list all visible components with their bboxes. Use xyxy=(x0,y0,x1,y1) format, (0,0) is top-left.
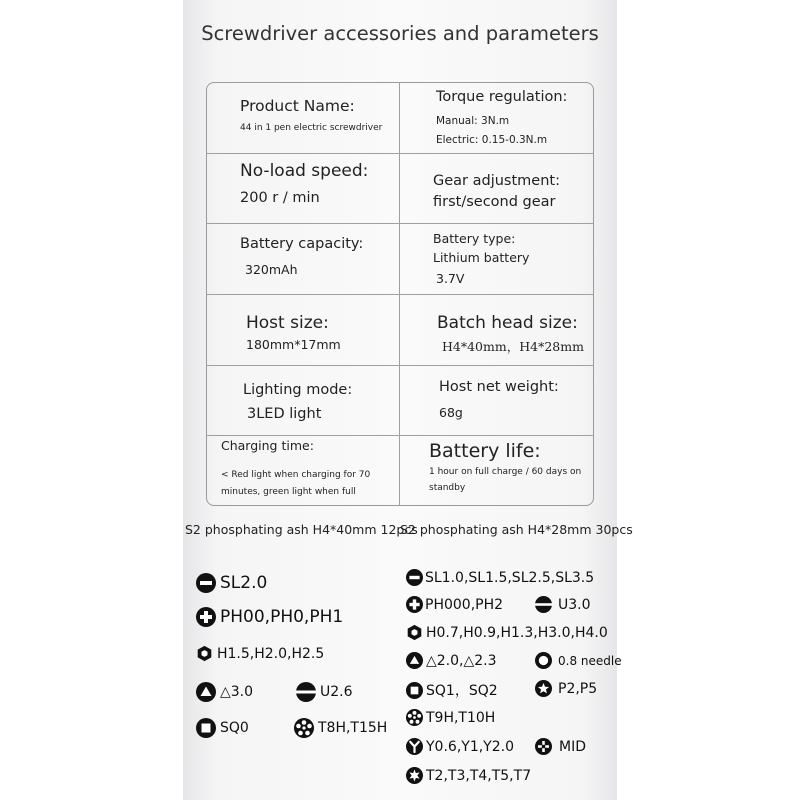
bit-t8h-t15h xyxy=(294,718,387,738)
bit-h15-h25 xyxy=(196,645,324,662)
bit-sl1-sl35 xyxy=(406,569,594,586)
bit-tri30 xyxy=(196,682,253,702)
torx-hole-icon xyxy=(406,709,423,726)
torque-electric: Electric: 0.15-0.3N.m xyxy=(436,134,548,146)
gear-value: first/second gear xyxy=(433,194,556,210)
battery-capacity-value: 320mAh xyxy=(245,262,298,277)
charging-line1: < Red light when charging for 70 xyxy=(221,470,371,480)
square-icon xyxy=(406,682,423,699)
bit-label: H0.7,H0.9,H1.3,H3.0,H4.0 xyxy=(426,624,608,641)
host-size-label: Host size: xyxy=(246,313,329,333)
row-divider xyxy=(207,365,593,366)
bit-label: U2.6 xyxy=(320,684,353,700)
bit-label: SQ1，SQ2 xyxy=(426,683,498,699)
bit-label: T9H,T10H xyxy=(426,709,496,726)
bit-label: PH000,PH2 xyxy=(425,596,504,613)
bit-label: P2,P5 xyxy=(558,680,598,697)
battery-life-line1: 1 hour on full charge / 60 days on xyxy=(429,467,582,477)
bit-label: T8H,T15H xyxy=(318,720,388,736)
bit-needle xyxy=(535,652,622,669)
hex-icon xyxy=(406,624,423,641)
bit-label: H1.5,H2.0,H2.5 xyxy=(217,645,325,662)
weight-value: 68g xyxy=(439,405,463,420)
phillips-icon xyxy=(196,607,216,627)
bit-tri20-tri23 xyxy=(406,652,497,669)
batch-head-label: Batch head size: xyxy=(437,313,578,333)
torque-manual: Manual: 3N.m xyxy=(436,115,510,127)
spec-table xyxy=(206,82,594,506)
battery-voltage: 3.7V xyxy=(436,271,465,286)
bit-label: △2.0,△2.3 xyxy=(426,652,497,669)
bit-label: MID xyxy=(559,738,586,755)
bit-label: SL1.0,SL1.5,SL2.5,SL3.5 xyxy=(425,569,595,586)
charging-label: Charging time: xyxy=(221,438,314,453)
speed-label: No-load speed: xyxy=(240,161,369,181)
u-shape-icon xyxy=(296,682,316,702)
lighting-value: 3LED light xyxy=(247,406,322,422)
mid-icon xyxy=(535,738,552,755)
weight-label: Host net weight: xyxy=(439,379,559,395)
gear-label: Gear adjustment: xyxy=(433,173,560,189)
bit-label: PH00,PH0,PH1 xyxy=(220,607,344,627)
battery-type-label: Battery type: xyxy=(433,231,516,246)
bit-h07-h40 xyxy=(406,624,608,641)
bit-sl2 xyxy=(196,573,267,593)
bit-label: U3.0 xyxy=(558,596,591,613)
torque-label: Torque regulation: xyxy=(436,89,568,105)
bit-u30 xyxy=(535,596,591,613)
page-title: Screwdriver accessories and parameters xyxy=(201,22,599,45)
battery-life-line2: standby xyxy=(429,483,466,493)
bit-mid xyxy=(535,738,586,755)
bit-sq0 xyxy=(196,718,249,738)
bit-label: Y0.6,Y1,Y2.0 xyxy=(426,738,514,755)
slotted-icon xyxy=(196,573,216,593)
phillips-icon xyxy=(406,596,423,613)
product-name-value: 44 in 1 pen electric screwdriver xyxy=(240,123,383,133)
batch-head-value: H4*40mm，H4*28mm xyxy=(442,339,584,354)
bit-t9h-t10h xyxy=(406,709,495,726)
torx-hole-icon xyxy=(294,718,314,738)
charging-line2: minutes, green light when full xyxy=(221,487,356,497)
row-divider xyxy=(207,435,593,436)
lighting-label: Lighting mode: xyxy=(243,382,353,398)
bit-label: SQ0 xyxy=(220,720,249,736)
caption-left: S2 phosphating ash H4*40mm 12pcs xyxy=(185,522,418,537)
bit-ph000-ph2 xyxy=(406,596,503,613)
tri-wing-icon xyxy=(406,738,423,755)
bit-u26 xyxy=(296,682,353,702)
product-name-label: Product Name: xyxy=(240,97,355,115)
row-divider xyxy=(207,153,593,154)
battery-type-value: Lithium battery xyxy=(433,250,530,265)
bit-y06-y20 xyxy=(406,738,514,755)
torx-icon xyxy=(406,767,423,784)
bit-label: 0.8 needle xyxy=(558,653,622,668)
pentalobe-icon xyxy=(535,680,552,697)
bit-label: T2,T3,T4,T5,T7 xyxy=(426,767,532,784)
slotted-icon xyxy=(406,569,423,586)
bit-p2-p5 xyxy=(535,680,597,697)
host-size-value: 180mm*17mm xyxy=(246,337,341,352)
bit-ph00-ph1 xyxy=(196,607,343,627)
bit-t2-t7 xyxy=(406,767,531,784)
battery-capacity-label: Battery capacity: xyxy=(240,236,364,252)
needle-icon xyxy=(535,652,552,669)
square-icon xyxy=(196,718,216,738)
caption-right: S2 phosphating ash H4*28mm 30pcs xyxy=(400,522,633,537)
row-divider xyxy=(207,294,593,295)
bit-label: △3.0 xyxy=(220,684,254,700)
row-divider xyxy=(207,223,593,224)
triangle-icon xyxy=(196,682,216,702)
u-shape-icon xyxy=(535,596,552,613)
hex-icon xyxy=(196,645,213,662)
bit-sq1-sq2 xyxy=(406,680,498,700)
bit-label: SL2.0 xyxy=(220,573,268,593)
triangle-icon xyxy=(406,652,423,669)
speed-value: 200 r / min xyxy=(240,190,320,206)
battery-life-label: Battery life: xyxy=(429,440,541,462)
